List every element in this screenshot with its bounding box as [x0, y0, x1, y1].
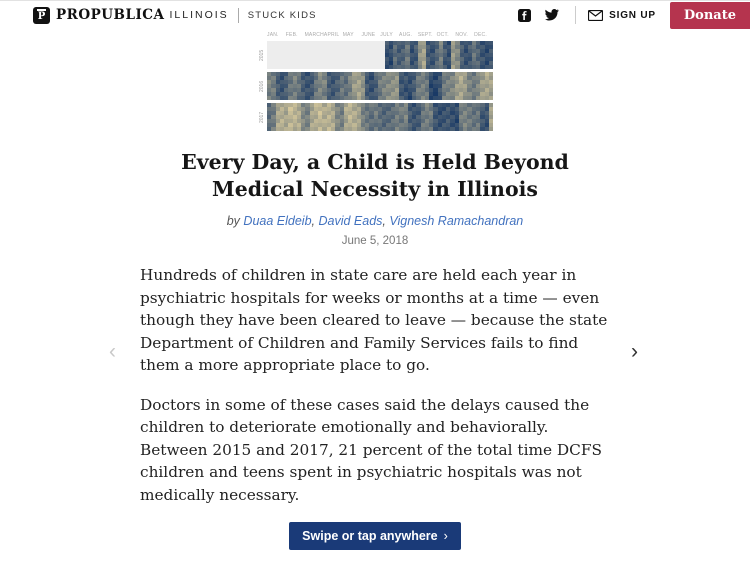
month-label: FEB. — [285, 32, 298, 38]
header-divider — [238, 8, 239, 23]
sign-up-label: SIGN UP — [609, 9, 656, 21]
byline — [140, 214, 610, 228]
author-link[interactable]: David Eads — [318, 214, 383, 229]
previous-slide-chevron-icon[interactable]: ‹ — [109, 340, 116, 363]
mail-icon — [588, 10, 603, 21]
article-headline: Every Day, a Child is Held Beyond Medical Necessity in Illinois — [181, 150, 569, 201]
sign-up-button[interactable] — [588, 10, 656, 21]
header-divider — [575, 6, 576, 24]
month-label: DEC. — [474, 32, 487, 38]
cta-label: Swipe or tap anywhere — [302, 529, 438, 544]
next-slide-chevron-icon[interactable]: › — [631, 340, 638, 363]
paragraph: Hundreds of children in state care are held each year in psychiatric hospitals for weeks or months at a time — even though they have been cleared to leave — because the state Department of Children and Family Services fails to find them a more appropriate place to go. — [140, 266, 608, 375]
donate-button[interactable]: Donate — [670, 2, 750, 29]
project-title: STUCK KIDS — [247, 9, 317, 21]
article-body — [140, 264, 610, 506]
site-header — [0, 1, 750, 29]
month-label: SEPT. — [417, 32, 433, 38]
month-label: MAY — [342, 32, 354, 38]
byline-authors: Duaa Eldeib, David Eads, Vignesh Ramachandran — [243, 214, 524, 229]
year-label: 2017 — [259, 111, 265, 123]
publish-date: June 5, 2018 — [341, 235, 409, 248]
brand-region: ILLINOIS — [169, 9, 229, 21]
month-label: APRIL — [323, 32, 340, 38]
month-label: MARCH — [304, 32, 324, 38]
swipe-cta-button[interactable] — [289, 522, 461, 550]
year-label: 2016 — [259, 80, 265, 92]
author-link[interactable]: Duaa Eldeib — [243, 214, 312, 229]
year-label: 2015 — [259, 49, 265, 61]
brand-name: PROPUBLICA — [56, 7, 165, 23]
heatmap-row — [257, 41, 493, 69]
heatmap-empty-region — [267, 41, 385, 69]
byline-prefix: by — [226, 214, 240, 229]
brand-home-link[interactable] — [33, 7, 317, 24]
article-card — [140, 149, 610, 550]
month-label: AUG. — [399, 32, 413, 38]
propublica-logo-icon: P — [33, 7, 50, 24]
heatmap-rows — [257, 41, 493, 131]
month-label: JULY — [380, 32, 393, 38]
author-link[interactable]: Vignesh Ramachandran — [389, 214, 524, 229]
header-actions — [518, 2, 750, 29]
month-label: JAN. — [267, 32, 279, 38]
month-label: NOV. — [455, 32, 468, 38]
heatmap-row — [257, 103, 493, 131]
month-label: JUNE — [361, 32, 376, 38]
facebook-icon[interactable] — [518, 9, 531, 22]
month-label: OCT. — [436, 32, 449, 38]
paragraph: Doctors in some of these cases said the delays caused the children to deteriorate emotionally and behaviorally. Between 2015 and 2017, 21 percent of the total time DCFS children and teens spent in psychiatric hospitals was not medically necessary. — [140, 395, 602, 504]
twitter-icon[interactable] — [545, 9, 559, 21]
heatmap-row — [257, 72, 493, 100]
cta-arrow-icon: › — [443, 529, 448, 544]
heatmap-month-labels — [257, 32, 493, 38]
stuck-kids-heatmap — [257, 32, 493, 131]
